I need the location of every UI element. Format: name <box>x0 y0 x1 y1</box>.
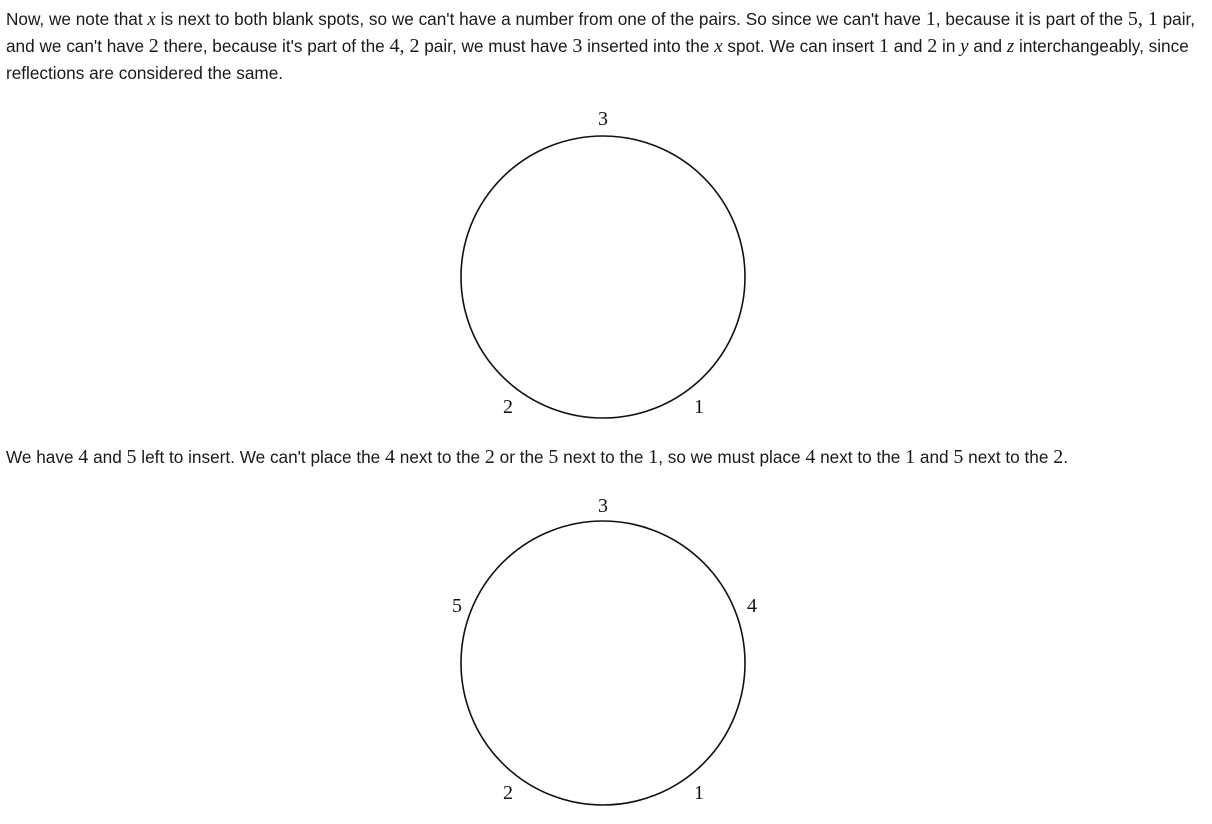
math-number: 3 <box>572 35 583 57</box>
circle-diagram-1 <box>0 100 1212 430</box>
text-run: , so we must place <box>658 447 806 467</box>
label-top: 3 <box>598 108 608 130</box>
text-run: and <box>88 447 127 467</box>
label-bottom-left: 2 <box>503 782 513 804</box>
math-number: 2 <box>927 35 938 57</box>
math-variable: x <box>714 36 723 57</box>
math-number: 4 <box>78 446 89 468</box>
text-run: and <box>915 447 954 467</box>
text-run: , because it is part of the <box>935 9 1128 29</box>
math-number: 1 <box>905 446 916 468</box>
math-pair: 5, 1 <box>1127 8 1158 30</box>
label-left: 5 <box>452 595 462 617</box>
circle-shape <box>461 136 745 418</box>
text-run: We have <box>6 447 79 467</box>
math-pair: 4, 2 <box>389 35 420 57</box>
math-number: 5 <box>126 446 137 468</box>
math-variable: x <box>147 9 156 30</box>
label-bottom-right: 1 <box>694 396 704 418</box>
math-number: 2 <box>148 35 159 57</box>
circle-shape <box>461 521 745 805</box>
circle-diagram-2 <box>0 488 1212 824</box>
text-run: and <box>968 36 1007 56</box>
math-number: 4 <box>385 446 396 468</box>
text-run: next to the <box>395 447 485 467</box>
text-run: next to the <box>963 447 1054 467</box>
math-variable: z <box>1006 36 1015 57</box>
text-run: spot. We can insert <box>722 36 879 56</box>
text-run: inserted into the <box>582 36 715 56</box>
math-number: 2 <box>1053 446 1064 468</box>
text-run: . <box>1063 447 1068 467</box>
text-run: and <box>888 36 928 56</box>
math-number: 4 <box>805 446 816 468</box>
text-run: pair, and we can't have <box>6 9 1196 56</box>
label-right: 4 <box>747 595 757 617</box>
math-number: 1 <box>925 8 936 30</box>
text-run: interchangeably, since reflections are considered the same. <box>6 36 1189 83</box>
text-run: Now, we note that <box>6 9 148 29</box>
text-run: or the <box>494 447 549 467</box>
label-bottom-left: 2 <box>503 396 513 418</box>
math-number: 1 <box>878 35 889 57</box>
solution-paragraph-2 <box>6 444 1206 470</box>
solution-paragraph-1 <box>6 6 1206 86</box>
math-number: 2 <box>484 446 495 468</box>
math-number: 5 <box>953 446 964 468</box>
text-run: left to insert. We can't place the <box>136 447 386 467</box>
text-run: there, because it's part of the <box>158 36 390 56</box>
label-top: 3 <box>598 495 608 517</box>
math-number: 5 <box>548 446 559 468</box>
text-run: next to the <box>815 447 906 467</box>
text-run: in <box>937 36 961 56</box>
text-run: is next to both blank spots, so we can't have a number from one of the pairs. So since we can't have <box>155 9 926 29</box>
text-run: pair, we must have <box>419 36 573 56</box>
math-variable: y <box>960 36 969 57</box>
label-bottom-right: 1 <box>694 782 704 804</box>
math-number: 1 <box>648 446 659 468</box>
text-run: next to the <box>558 447 649 467</box>
